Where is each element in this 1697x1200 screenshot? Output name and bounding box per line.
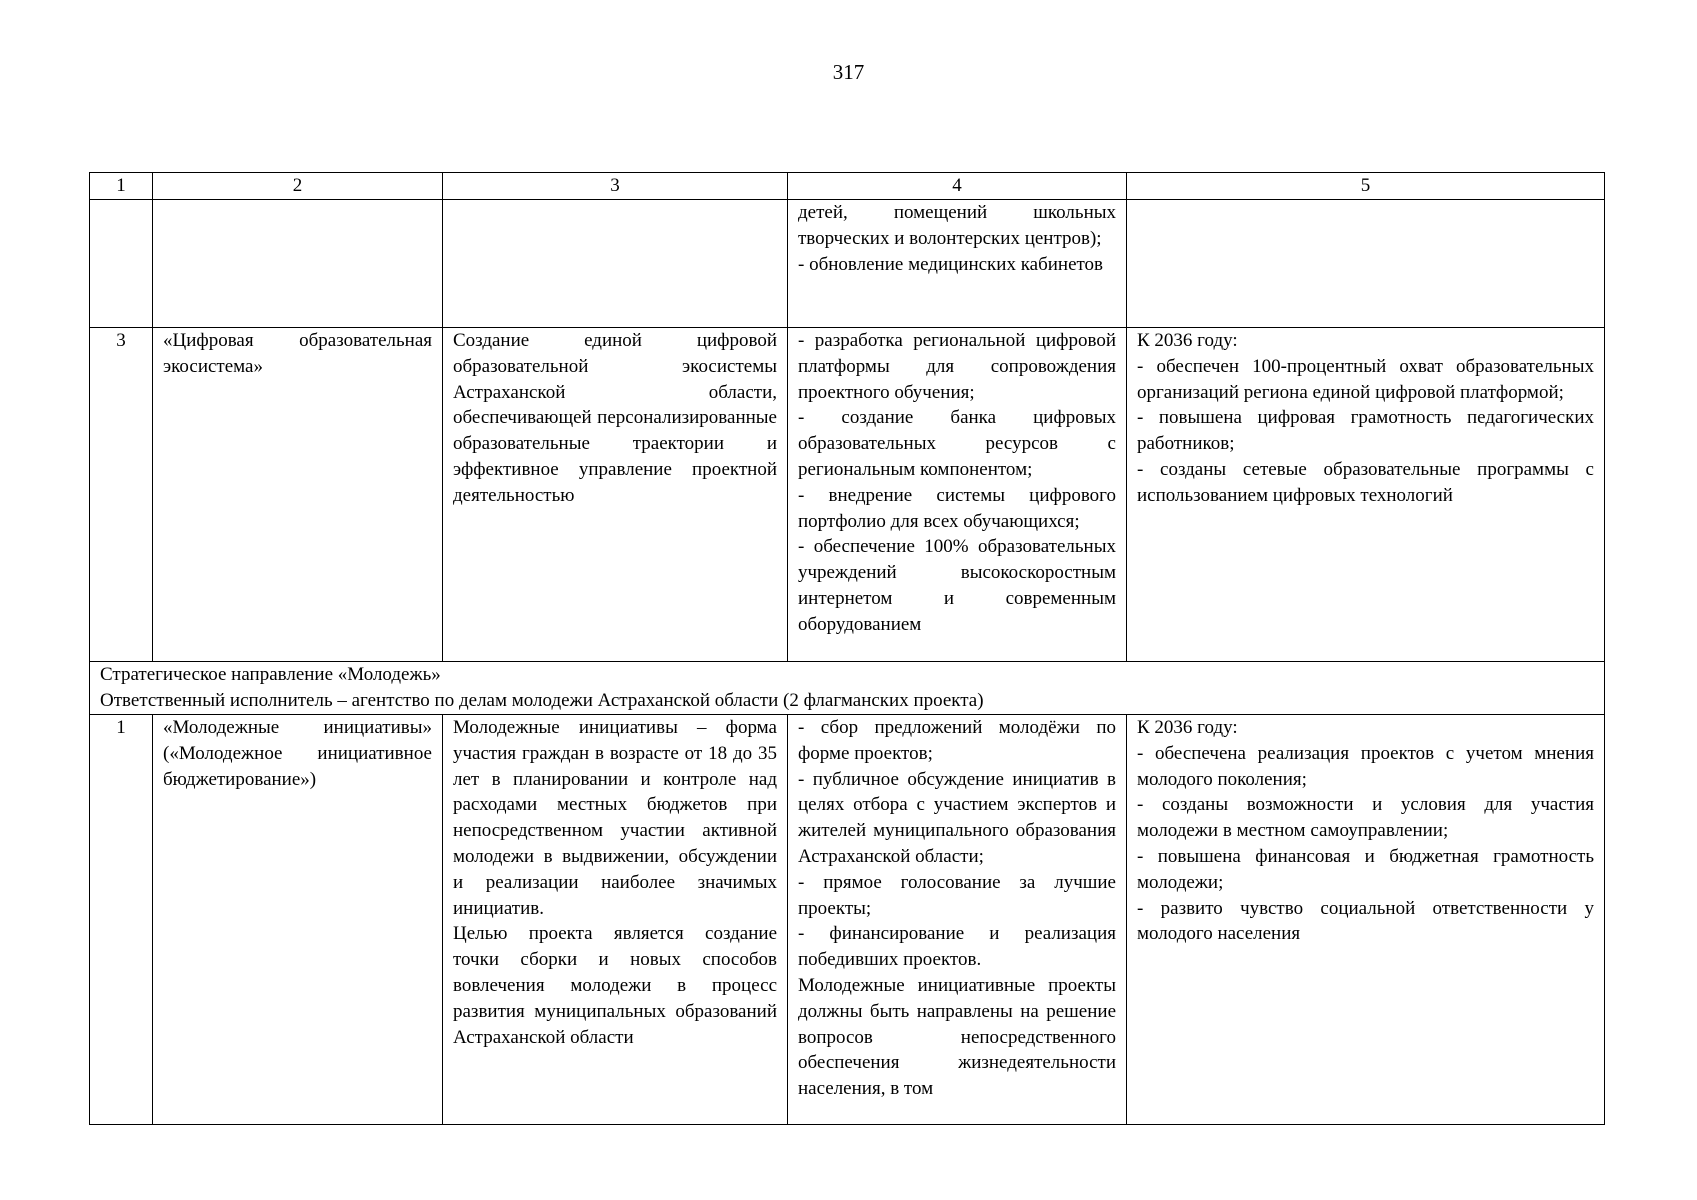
project-name: «Молодежные инициативы» («Молодежное инициативное бюджетирование») (153, 715, 443, 1125)
continuation-row (90, 200, 1605, 328)
project-row-youth-initiatives (90, 715, 1605, 1125)
action-item: - финансирование и реализация победивших проектов. (798, 923, 1116, 971)
result-item: - развито чувство социальной ответственности у молодого населения (1137, 897, 1594, 945)
cont-col-5 (1127, 200, 1605, 328)
result-item: К 2036 году: (1137, 330, 1238, 351)
result-item: - созданы возможности и условия для участия молодежи в местном самоуправлении; (1137, 794, 1594, 842)
section-title: Стратегическое направление «Молодежь» (100, 664, 441, 685)
header-row (90, 173, 1605, 200)
header-col-2: 2 (153, 173, 443, 200)
cont-col-3 (443, 200, 788, 328)
result-item: - обеспечена реализация проектов с учетом мнения молодого поколения; (1137, 742, 1594, 790)
project-goal: Создание единой цифровой образовательной экосистемы Астраханской области, обеспечивающей персонализированные образовательные траектории и эффективное управление проектной деятельностью (443, 328, 788, 662)
goal-paragraph: Молодежные инициативы – форма участия граждан в возрасте от 18 до 35 лет в планировании и контроле над расходами местных бюджетов при непосредственном участии активной молодежи в выдвижении, обсуждении и реализации наиболее значимых инициатив. (453, 717, 777, 919)
project-name: «Цифровая образовательная экосистема» (153, 328, 443, 662)
project-goal (443, 715, 788, 1125)
header-col-3: 3 (443, 173, 788, 200)
action-item: - обеспечение 100% образовательных учреждений высокоскоростным интернетом и современным оборудованием (798, 536, 1116, 635)
cont-col-2 (153, 200, 443, 328)
cont-action-item: - обновление медицинских кабинетов (798, 253, 1104, 275)
goal-paragraph: Целью проекта является создание точки сборки и новых способов вовлечения молодежи в процесс развития муниципальных образований Астраханской области (453, 923, 777, 1048)
project-actions (788, 715, 1127, 1125)
action-item: - разработка региональной цифровой платформы для сопровождения проектного обучения; (798, 330, 1116, 403)
project-results (1127, 328, 1605, 662)
cont-action-item: детей, помещений школьных творческих и волонтерских центров); (798, 202, 1116, 249)
action-item: Молодежные инициативные проекты должны быть направлены на решение вопросов непосредственного обеспечения жизнедеятельности населения, в том (798, 974, 1116, 1100)
project-results (1127, 715, 1605, 1125)
cont-actions (788, 200, 1127, 328)
action-item: - создание банка цифровых образовательных ресурсов с региональным компонентом; (798, 407, 1116, 480)
section-row (90, 662, 1605, 715)
action-item: - сбор предложений молодёжи по форме проектов; (798, 717, 1116, 764)
result-item: - повышена цифровая грамотность педагогических работников; (1137, 407, 1594, 455)
section-responsible: Ответственный исполнитель – агентство по делам молодежи Астраханской области (2 флагманских проекта) (100, 689, 984, 711)
row-number: 3 (90, 328, 153, 662)
action-item: - публичное обсуждение инициатив в целях отбора с участием экспертов и жителей муниципального образования Астраханской области; (798, 768, 1116, 867)
result-item: К 2036 году: (1137, 717, 1238, 738)
result-item: - повышена финансовая и бюджетная грамотность молодежи; (1137, 845, 1594, 893)
projects-table (89, 172, 1605, 1125)
row-number: 1 (90, 715, 153, 1125)
header-col-5: 5 (1127, 173, 1605, 200)
header-col-1: 1 (90, 173, 153, 200)
project-actions (788, 328, 1127, 662)
cont-col-1 (90, 200, 153, 328)
project-row-digital-ecosystem (90, 328, 1605, 662)
page-number: 317 (832, 60, 865, 84)
section-header (90, 662, 1605, 715)
header-col-4: 4 (788, 173, 1127, 200)
action-item: - внедрение системы цифрового портфолио для всех обучающихся; (798, 484, 1116, 532)
action-item: - прямое голосование за лучшие проекты; (798, 871, 1116, 919)
result-item: - созданы сетевые образовательные программы с использованием цифровых технологий (1137, 458, 1594, 506)
result-item: - обеспечен 100-процентный охват образовательных организаций региона единой цифровой платформой; (1137, 355, 1594, 403)
